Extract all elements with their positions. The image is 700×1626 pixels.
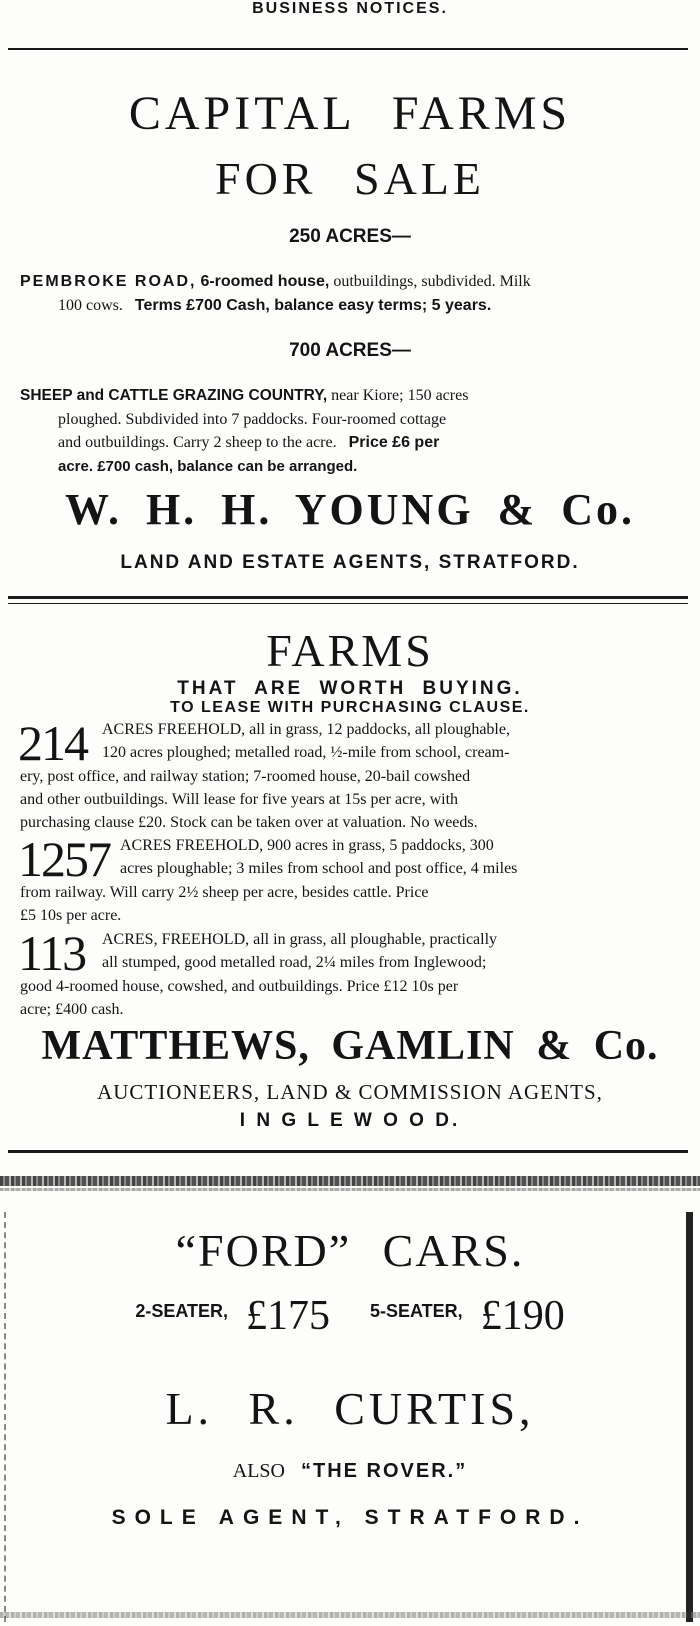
listing2-line2: ploughed. Subdivided into 7 paddocks. Four-roomed cottage xyxy=(58,410,447,428)
farm-3-text xyxy=(18,925,688,1021)
farm-2-line: £5 10s per acre. xyxy=(20,906,122,924)
section-header: BUSINESS NOTICES. xyxy=(252,0,448,17)
listing1-text2: outbuildings, subdivided. Milk xyxy=(333,273,531,290)
listing2-line3-bold: Price £6 per xyxy=(348,434,440,451)
decorative-border-band xyxy=(0,1176,700,1186)
decorative-border-band xyxy=(0,1612,700,1618)
farm-3-line: all stumped, good metalled road, 2¼ miles from Inglewood; xyxy=(102,954,487,972)
listing2-line4: acre. £700 cash, balance can be arranged. xyxy=(58,457,358,475)
listing2-line3-text: and outbuildings. Carry 2 sheep to the acre. xyxy=(58,434,337,451)
listing1-terms: Terms £700 Cash, balance easy terms; 5 years. xyxy=(134,296,492,314)
ad3-prices xyxy=(0,1292,700,1340)
seater2-price: £175 xyxy=(246,1293,330,1339)
ad3-agent-name: L. R. CURTIS, xyxy=(165,1383,535,1434)
farm-2-line: acres ploughable; 3 miles from school and post office, 4 miles xyxy=(120,860,518,878)
decorative-border-band xyxy=(0,1188,700,1191)
seater5-price: £190 xyxy=(480,1293,565,1339)
farm-2-line: from railway. Will carry 2½ sheep per acre, besides cattle. Price xyxy=(20,883,429,901)
seater2-label: 2-SEATER, xyxy=(135,1301,228,1321)
farm-3-line: ACRES, FREEHOLD, all in grass, all ploughable, practically xyxy=(102,931,498,948)
farm-3-number: 113 xyxy=(18,925,86,981)
ad2-agent-name: MATTHEWS, GAMLIN & Co. xyxy=(41,1023,659,1069)
also-word: ALSO xyxy=(232,1460,285,1482)
header-rule xyxy=(8,48,688,50)
listing2-text1: near Kiore; 150 acres xyxy=(331,387,469,404)
also-name: “THE ROVER.” xyxy=(300,1460,468,1482)
ad3-agent-desc: SOLE AGENT, STRATFORD. xyxy=(111,1506,589,1529)
farm-2-line: ACRES FREEHOLD, 900 acres in grass, 5 paddocks, 300 xyxy=(120,837,494,854)
listing1-text xyxy=(20,270,680,317)
ad2-agent-town: I N G L E W O O D. xyxy=(239,1110,461,1131)
ad2-agent-desc: AUCTIONEERS, LAND & COMMISSION AGENTS, xyxy=(97,1080,603,1104)
ad2-sub2: TO LEASE WITH PURCHASING CLAUSE. xyxy=(170,699,530,716)
listing1-heading: 250 ACRES— xyxy=(289,226,411,247)
farm-2-number: 1257 xyxy=(18,831,110,887)
farm-2-text xyxy=(18,831,688,927)
farm-3-line: good 4-roomed house, cowshed, and outbuildings. Price £12 10s per xyxy=(20,977,459,995)
ad2-subtitle: THAT ARE WORTH BUYING. xyxy=(177,678,523,699)
farm-1-line: ACRES FREEHOLD, all in grass, 12 paddocks, all ploughable, xyxy=(102,721,510,738)
ad1-rule-b xyxy=(8,603,688,604)
listing2-heading: 700 ACRES— xyxy=(289,340,411,361)
ad3-title: “FORD” CARS. xyxy=(175,1225,525,1276)
ad3-also xyxy=(0,1460,700,1483)
ad1-rule-a xyxy=(8,596,688,599)
farm-1-number: 214 xyxy=(18,715,87,771)
farm-1-line: ery, post office, and railway station; 7-roomed house, 20-bail cowshed xyxy=(20,767,471,785)
listing2-text xyxy=(20,384,680,478)
ad1-agent-desc: LAND AND ESTATE AGENTS, STRATFORD. xyxy=(120,552,580,573)
listing1-line2-text: 100 cows. xyxy=(58,296,123,314)
farm-3-line: acre; £400 cash. xyxy=(20,1000,124,1018)
listing2-lead: SHEEP and CATTLE GRAZING COUNTRY, xyxy=(20,387,328,404)
ad1-agent-name: W. H. H. YOUNG & Co. xyxy=(65,485,635,534)
listing1-lead: PEMBROKE ROAD, xyxy=(20,273,197,290)
ad1-title-line1: CAPITAL FARMS xyxy=(128,87,572,140)
seater5-label: 5-SEATER, xyxy=(370,1301,463,1321)
farm-1-line: 120 acres ploughed; metalled road, ½-mile from school, cream- xyxy=(102,744,510,762)
ad2-rule xyxy=(8,1150,688,1153)
ad2-title: FARMS xyxy=(266,625,434,676)
farm-1-text xyxy=(18,715,688,834)
farm-1-line: and other outbuildings. Will lease for five years at 15s per acre, with xyxy=(20,790,459,808)
ad1-title-line2: FOR SALE xyxy=(215,153,485,204)
farm-1-line: purchasing clause £20. Stock can be taken over at valuation. No weeds. xyxy=(20,814,478,832)
listing1-text1: 6-roomed house, xyxy=(200,273,330,290)
